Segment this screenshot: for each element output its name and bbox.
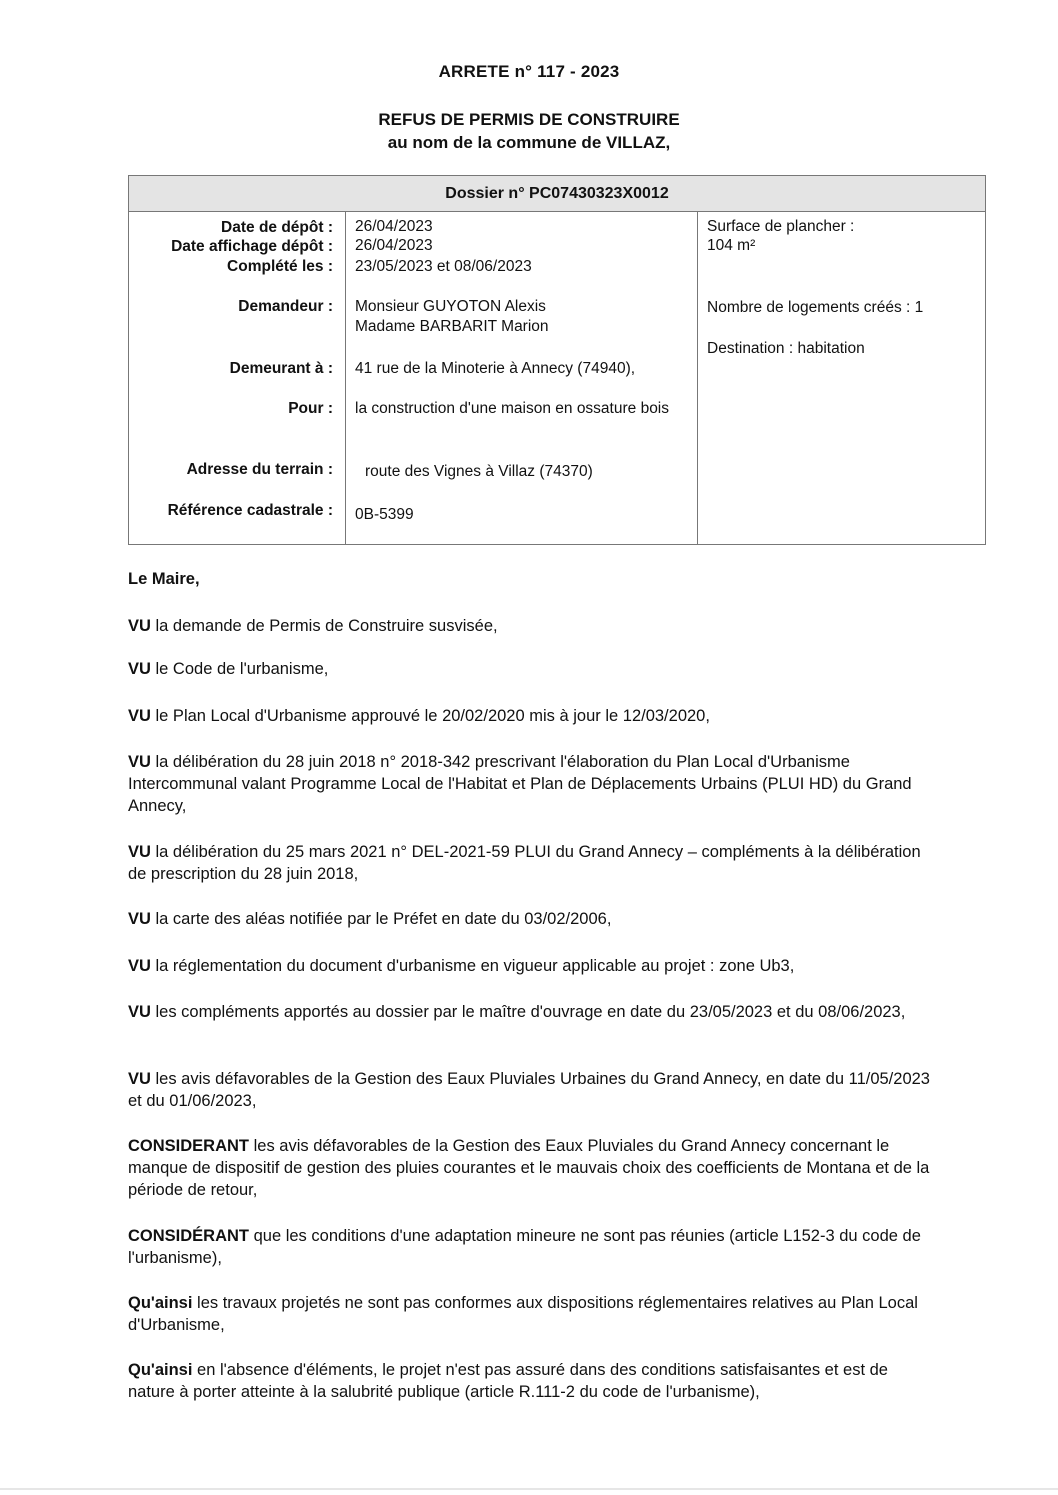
keyword: VU bbox=[128, 617, 151, 635]
value-date-affichage: 26/04/2023 bbox=[355, 237, 433, 254]
keyword: Qu'ainsi bbox=[128, 1361, 193, 1379]
label-complete: Complété les : bbox=[227, 258, 333, 275]
paragraph-text: la réglementation du document d'urbanisme en vigueur applicable au projet : zone Ub3, bbox=[150, 957, 795, 975]
value-date-depot: 26/04/2023 bbox=[355, 218, 433, 235]
label-date-depot: Date de dépôt : bbox=[221, 219, 333, 236]
subtitle-line-1: REFUS DE PERMIS DE CONSTRUIRE bbox=[378, 110, 680, 129]
paragraph-considerant-2 bbox=[128, 1225, 936, 1269]
paragraph-vu-1 bbox=[128, 615, 936, 637]
paragraph-text: le Code de l'urbanisme, bbox=[150, 660, 329, 678]
paragraph-text: les compléments apportés au dossier par le maître d'ouvrage en date du 23/05/2023 et du 08/06/2023, bbox=[150, 1003, 906, 1021]
dossier-heading: Dossier n° PC07430323X0012 bbox=[129, 176, 985, 212]
keyword: VU bbox=[128, 660, 151, 678]
paragraph-vu-4 bbox=[128, 751, 936, 817]
keyword: VU bbox=[128, 707, 151, 725]
arrete-subtitle bbox=[0, 108, 1058, 154]
value-pour: la construction d'une maison en ossature bois bbox=[355, 400, 670, 417]
paragraph-text: la délibération du 28 juin 2018 n° 2018-342 prescrivant l'élaboration du Plan Local d'Urbanisme Intercommunal valant Programme Local de l'Habitat et Plan de Déplacements Urbains (PLUI HD) du Grand Annecy, bbox=[128, 753, 912, 815]
paragraph-vu-6 bbox=[128, 908, 936, 930]
paragraph-text: les travaux projetés ne sont pas conformes aux dispositions réglementaires relatives au Plan Local d'Urbanisme, bbox=[128, 1294, 918, 1334]
keyword: Qu'ainsi bbox=[128, 1294, 193, 1312]
keyword: VU bbox=[128, 1070, 151, 1088]
label-date-affichage: Date affichage dépôt : bbox=[171, 238, 333, 255]
surface-label: Surface de plancher : bbox=[707, 218, 855, 235]
label-reference-cadastrale: Référence cadastrale : bbox=[167, 502, 333, 519]
logements-crees: Nombre de logements créés : 1 bbox=[707, 299, 924, 316]
label-demandeur: Demandeur : bbox=[238, 298, 333, 315]
keyword: CONSIDÉRANT bbox=[128, 1227, 250, 1245]
dossier-table bbox=[128, 175, 986, 545]
value-adresse-terrain: route des Vignes à Villaz (74370) bbox=[365, 463, 593, 480]
arrete-title: ARRETE n° 117 - 2023 bbox=[438, 62, 620, 81]
paragraph-text: que les conditions d'une adaptation mineure ne sont pas réunies (article L152-3 du code de l'urbanisme), bbox=[128, 1227, 921, 1267]
paragraph-text: les avis défavorables de la Gestion des Eaux Pluviales du Grand Annecy concernant le manque de dispositif de gestion des pluies courantes et le mauvais choix des coefficients de Montana et de la période de retour, bbox=[128, 1137, 930, 1199]
paragraph-quainsi-2 bbox=[128, 1359, 936, 1403]
surface-value: 104 m² bbox=[707, 237, 756, 254]
paragraph-vu-5 bbox=[128, 841, 936, 885]
label-pour: Pour : bbox=[288, 400, 333, 417]
value-reference-cadastrale: 0B-5399 bbox=[355, 506, 414, 523]
page-edge bbox=[0, 1488, 1058, 1490]
paragraph-text: la carte des aléas notifiée par le Préfet en date du 03/02/2006, bbox=[150, 910, 612, 928]
le-maire: Le Maire, bbox=[128, 570, 200, 588]
keyword: VU bbox=[128, 910, 151, 928]
label-adresse-terrain: Adresse du terrain : bbox=[186, 461, 333, 478]
paragraph-text: en l'absence d'éléments, le projet n'est pas assuré dans des conditions satisfaisantes et est de nature à porter atteinte à la salubrité publique (article R.111-2 du code de l'urbanisme), bbox=[128, 1361, 888, 1401]
paragraph-considerant-1 bbox=[128, 1135, 936, 1201]
paragraph-quainsi-1 bbox=[128, 1292, 936, 1336]
paragraph-vu-7 bbox=[128, 955, 936, 977]
keyword: VU bbox=[128, 753, 151, 771]
keyword: VU bbox=[128, 843, 151, 861]
paragraph-vu-2 bbox=[128, 658, 936, 680]
value-demandeur-2: Madame BARBARIT Marion bbox=[355, 318, 549, 335]
paragraph-text: le Plan Local d'Urbanisme approuvé le 20/02/2020 mis à jour le 12/03/2020, bbox=[150, 707, 710, 725]
paragraph-vu-3 bbox=[128, 705, 936, 727]
paragraph-text: la délibération du 25 mars 2021 n° DEL-2021-59 PLUI du Grand Annecy – compléments à la délibération de prescription du 28 juin 2018, bbox=[128, 843, 921, 883]
destination: Destination : habitation bbox=[707, 340, 865, 357]
keyword: CONSIDERANT bbox=[128, 1137, 250, 1155]
paragraph-vu-8 bbox=[128, 1001, 936, 1023]
table-divider-1 bbox=[345, 212, 346, 544]
value-demandeur-1: Monsieur GUYOTON Alexis bbox=[355, 298, 546, 315]
value-demeurant: 41 rue de la Minoterie à Annecy (74940), bbox=[355, 360, 636, 377]
label-demeurant: Demeurant à : bbox=[229, 360, 333, 377]
keyword: VU bbox=[128, 957, 151, 975]
keyword: VU bbox=[128, 1003, 151, 1021]
table-divider-2 bbox=[697, 212, 698, 544]
subtitle-line-2: au nom de la commune de VILLAZ, bbox=[387, 133, 671, 152]
paragraph-text: la demande de Permis de Construire susvisée, bbox=[150, 617, 498, 635]
paragraph-vu-9 bbox=[128, 1068, 936, 1112]
paragraph-text: les avis défavorables de la Gestion des Eaux Pluviales Urbaines du Grand Annecy, en date du 11/05/2023 et du 01/06/2023, bbox=[128, 1070, 930, 1110]
value-complete: 23/05/2023 et 08/06/2023 bbox=[355, 258, 532, 275]
